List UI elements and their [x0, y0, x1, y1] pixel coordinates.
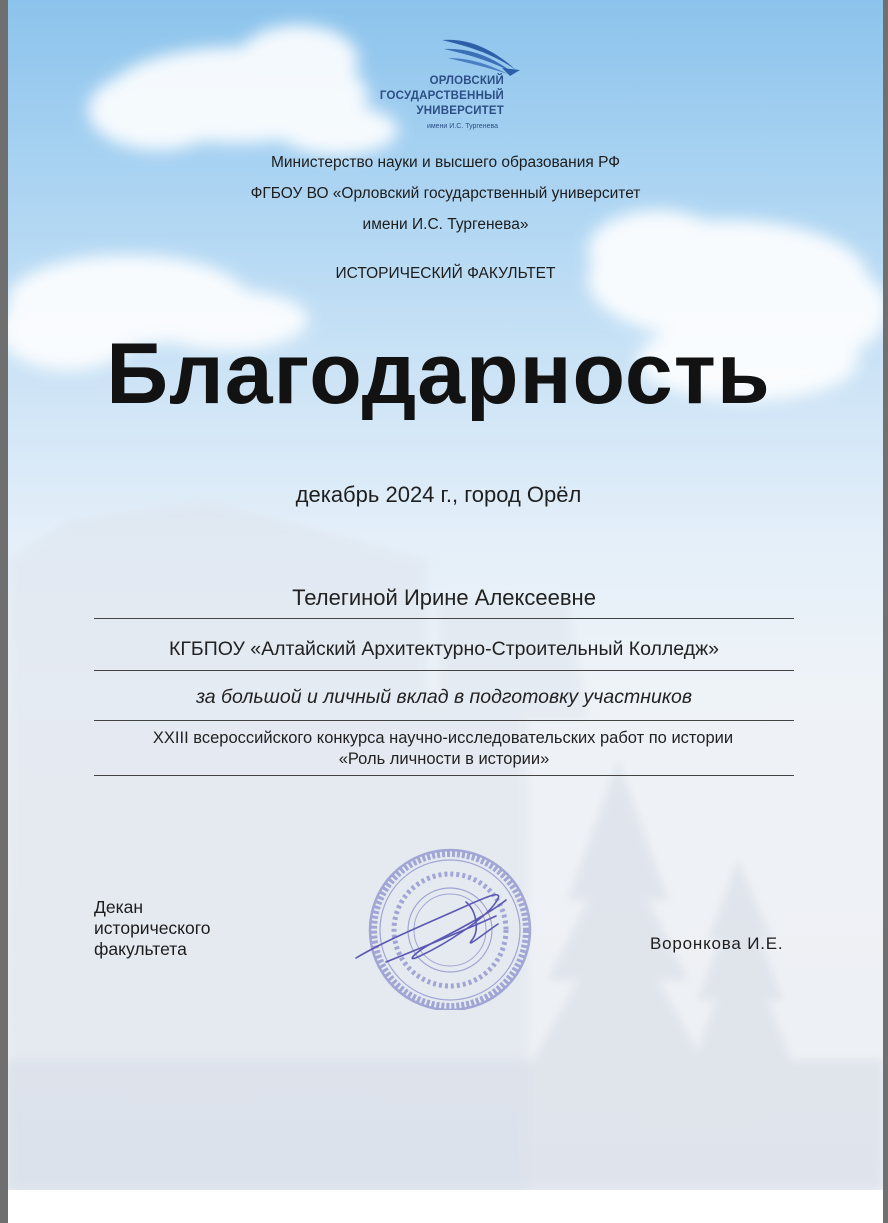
award-reason: за большой и личный вклад в подготовку участников	[195, 686, 693, 708]
signer-name: Воронкова И.Е.	[650, 934, 784, 953]
university-logo	[348, 36, 548, 136]
university-name-line1: ФГБОУ ВО «Орловский государственный университет	[250, 185, 641, 202]
page-bottom-margin	[8, 1190, 883, 1223]
logo-line: ГОСУДАРСТВЕННЫЙ	[379, 90, 504, 102]
dean-title	[94, 897, 211, 960]
right-frame	[883, 0, 888, 1223]
certificate-page	[8, 0, 883, 1223]
sky-background-illustration	[8, 0, 883, 1223]
competition-name-line1: XXIII всероссийского конкурса научно-исследовательских работ по истории	[152, 729, 734, 747]
logo-line: УНИВЕРСИТЕТ	[416, 105, 504, 117]
left-frame	[0, 0, 8, 1223]
official-seal-stamp	[346, 840, 546, 1010]
ministry-line: Министерство науки и высшего образования РФ	[270, 154, 621, 171]
logo-line: ОРЛОВСКИЙ	[429, 75, 504, 87]
logo-subtitle: имени И.С. Тургенева	[426, 123, 498, 130]
recipient-organization: КГБПОУ «Алтайский Архитектурно-Строительный Колледж»	[168, 638, 719, 660]
dean-title-line: исторического	[94, 918, 211, 938]
competition-name-line2: «Роль личности в истории»	[338, 750, 550, 768]
certificate-title: Благодарность	[106, 326, 771, 422]
dean-title-line: Декан	[94, 897, 144, 917]
divider-line	[94, 720, 794, 721]
divider-line	[94, 775, 794, 776]
divider-line	[94, 618, 794, 619]
dean-title-line: факультета	[94, 939, 187, 959]
divider-line	[94, 670, 794, 671]
recipient-name: Телегиной Ирине Алексеевне	[292, 585, 596, 610]
university-logo-text	[348, 74, 504, 119]
faculty-name: ИСТОРИЧЕСКИЙ ФАКУЛЬТЕТ	[335, 265, 556, 282]
date-place: декабрь 2024 г., город Орёл	[295, 482, 582, 507]
university-name-line2: имени И.С. Тургенева»	[362, 216, 529, 233]
